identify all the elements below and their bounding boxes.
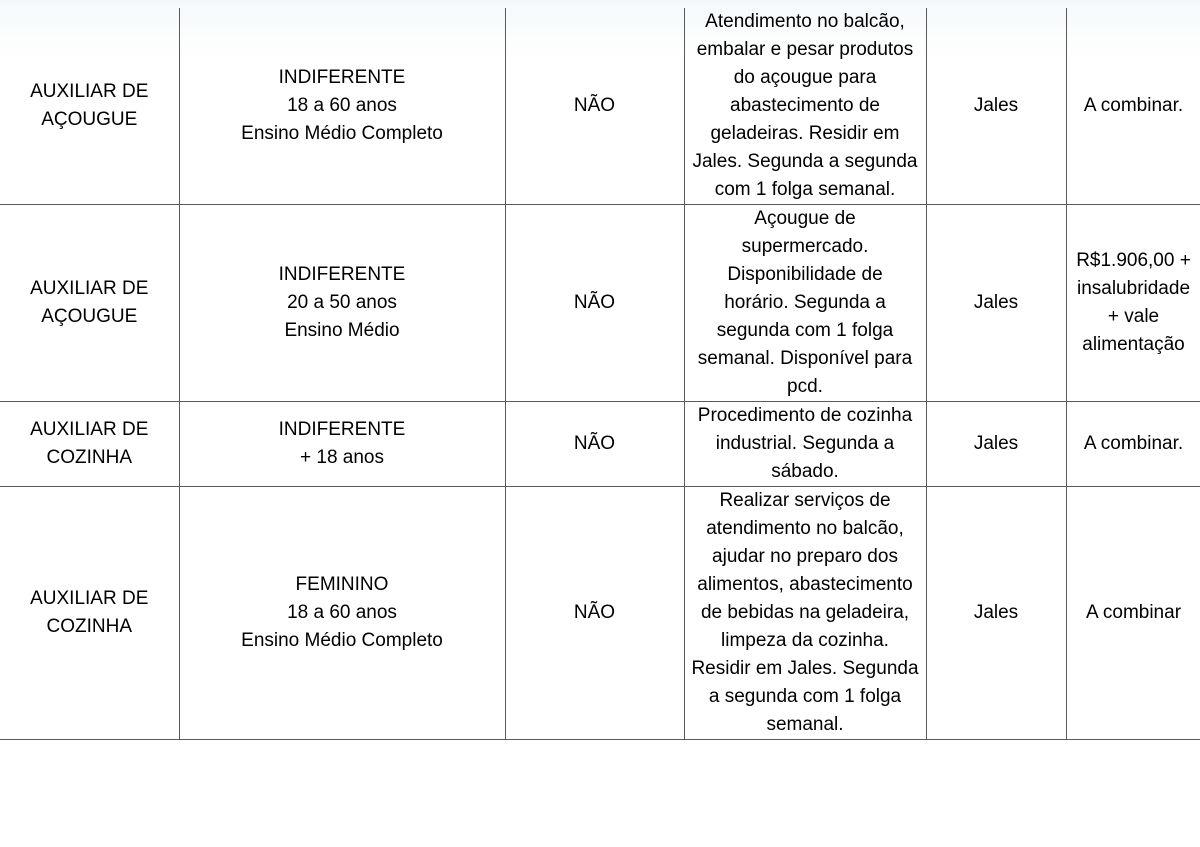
job-listings-table — [0, 8, 1200, 740]
salary-line: insalubridade — [1076, 278, 1191, 299]
job-title-cell — [0, 8, 179, 205]
table-row — [0, 205, 1200, 402]
description-cell — [684, 487, 926, 740]
requirements-cell — [179, 205, 505, 402]
requirement-gender: FEMININO — [295, 574, 389, 595]
description-cell — [684, 402, 926, 487]
pcd-cell: NÃO — [505, 487, 684, 740]
description-line: semanal. — [766, 714, 844, 735]
job-title-cell — [0, 402, 179, 487]
description-cell — [684, 8, 926, 205]
description-line: industrial. Segunda a — [715, 433, 895, 454]
requirement-education: Ensino Médio — [284, 320, 400, 341]
description-line: semanal. Disponível para — [697, 348, 913, 369]
description-line: embalar e pesar produtos — [696, 39, 914, 60]
description-line: Açougue de — [754, 208, 856, 229]
requirements-cell — [179, 487, 505, 740]
description-cell — [684, 205, 926, 402]
requirement-education: Ensino Médio Completo — [241, 630, 443, 651]
salary-cell — [1066, 205, 1200, 402]
job-title-line: AUXILIAR DE — [30, 419, 149, 440]
requirement-age: + 18 anos — [300, 447, 384, 468]
table-row — [0, 8, 1200, 205]
city-cell: Jales — [926, 205, 1066, 402]
job-title-line: COZINHA — [46, 447, 132, 468]
city-cell: Jales — [926, 487, 1066, 740]
requirements-cell — [179, 8, 505, 205]
description-line: atendimento no balcão, — [706, 518, 904, 539]
salary-line: + vale — [1107, 306, 1160, 327]
salary-line: A combinar. — [1083, 95, 1184, 116]
job-title-line: COZINHA — [46, 616, 132, 637]
description-line: do açougue para — [733, 67, 877, 88]
table-row — [0, 402, 1200, 487]
job-title-line: AUXILIAR DE — [30, 278, 149, 299]
description-line: Residir em Jales. Segunda — [691, 658, 919, 679]
description-line: alimentos, abastecimento — [697, 574, 913, 595]
description-line: a segunda com 1 folga — [708, 686, 902, 707]
description-line: supermercado. — [741, 236, 869, 257]
description-line: Realizar serviços de — [719, 490, 891, 511]
description-line: horário. Segunda a — [724, 292, 886, 313]
pcd-cell: NÃO — [505, 8, 684, 205]
job-title-line: AUXILIAR DE — [30, 81, 149, 102]
job-title-cell — [0, 487, 179, 740]
table-row — [0, 487, 1200, 740]
salary-line: A combinar — [1085, 602, 1182, 623]
requirement-education: Ensino Médio Completo — [241, 123, 443, 144]
requirement-gender: INDIFERENTE — [278, 67, 406, 88]
description-line: geladeiras. Residir em — [710, 123, 900, 144]
salary-cell — [1066, 8, 1200, 205]
salary-cell — [1066, 402, 1200, 487]
salary-line: A combinar. — [1083, 433, 1184, 454]
description-line: abastecimento de — [730, 95, 880, 116]
city-cell: Jales — [926, 402, 1066, 487]
job-title-line: AUXILIAR DE — [30, 588, 149, 609]
requirement-age: 18 a 60 anos — [287, 95, 397, 116]
pcd-cell: NÃO — [505, 205, 684, 402]
salary-cell — [1066, 487, 1200, 740]
requirement-gender: INDIFERENTE — [278, 419, 406, 440]
description-line: Jales. Segunda a segunda — [692, 151, 918, 172]
description-line: Procedimento de cozinha — [697, 405, 913, 426]
job-title-line: AÇOUGUE — [41, 109, 138, 130]
description-line: pcd. — [787, 376, 823, 397]
salary-line: R$1.906,00 + — [1076, 250, 1191, 271]
requirements-cell — [179, 402, 505, 487]
description-line: limpeza da cozinha. — [721, 630, 889, 651]
requirement-gender: INDIFERENTE — [278, 264, 406, 285]
description-line: Disponibilidade de — [727, 264, 883, 285]
description-line: segunda com 1 folga — [716, 320, 894, 341]
salary-line: alimentação — [1082, 334, 1185, 355]
description-line: Atendimento no balcão, — [705, 11, 905, 32]
description-line: ajudar no preparo dos — [712, 546, 898, 567]
job-title-cell — [0, 205, 179, 402]
city-cell: Jales — [926, 8, 1066, 205]
description-line: com 1 folga semanal. — [714, 179, 896, 200]
requirement-age: 20 a 50 anos — [287, 292, 397, 313]
pcd-cell: NÃO — [505, 402, 684, 487]
job-title-line: AÇOUGUE — [41, 306, 138, 327]
description-line: de bebidas na geladeira, — [700, 602, 910, 623]
requirement-age: 18 a 60 anos — [287, 602, 397, 623]
description-line: sábado. — [771, 461, 839, 482]
